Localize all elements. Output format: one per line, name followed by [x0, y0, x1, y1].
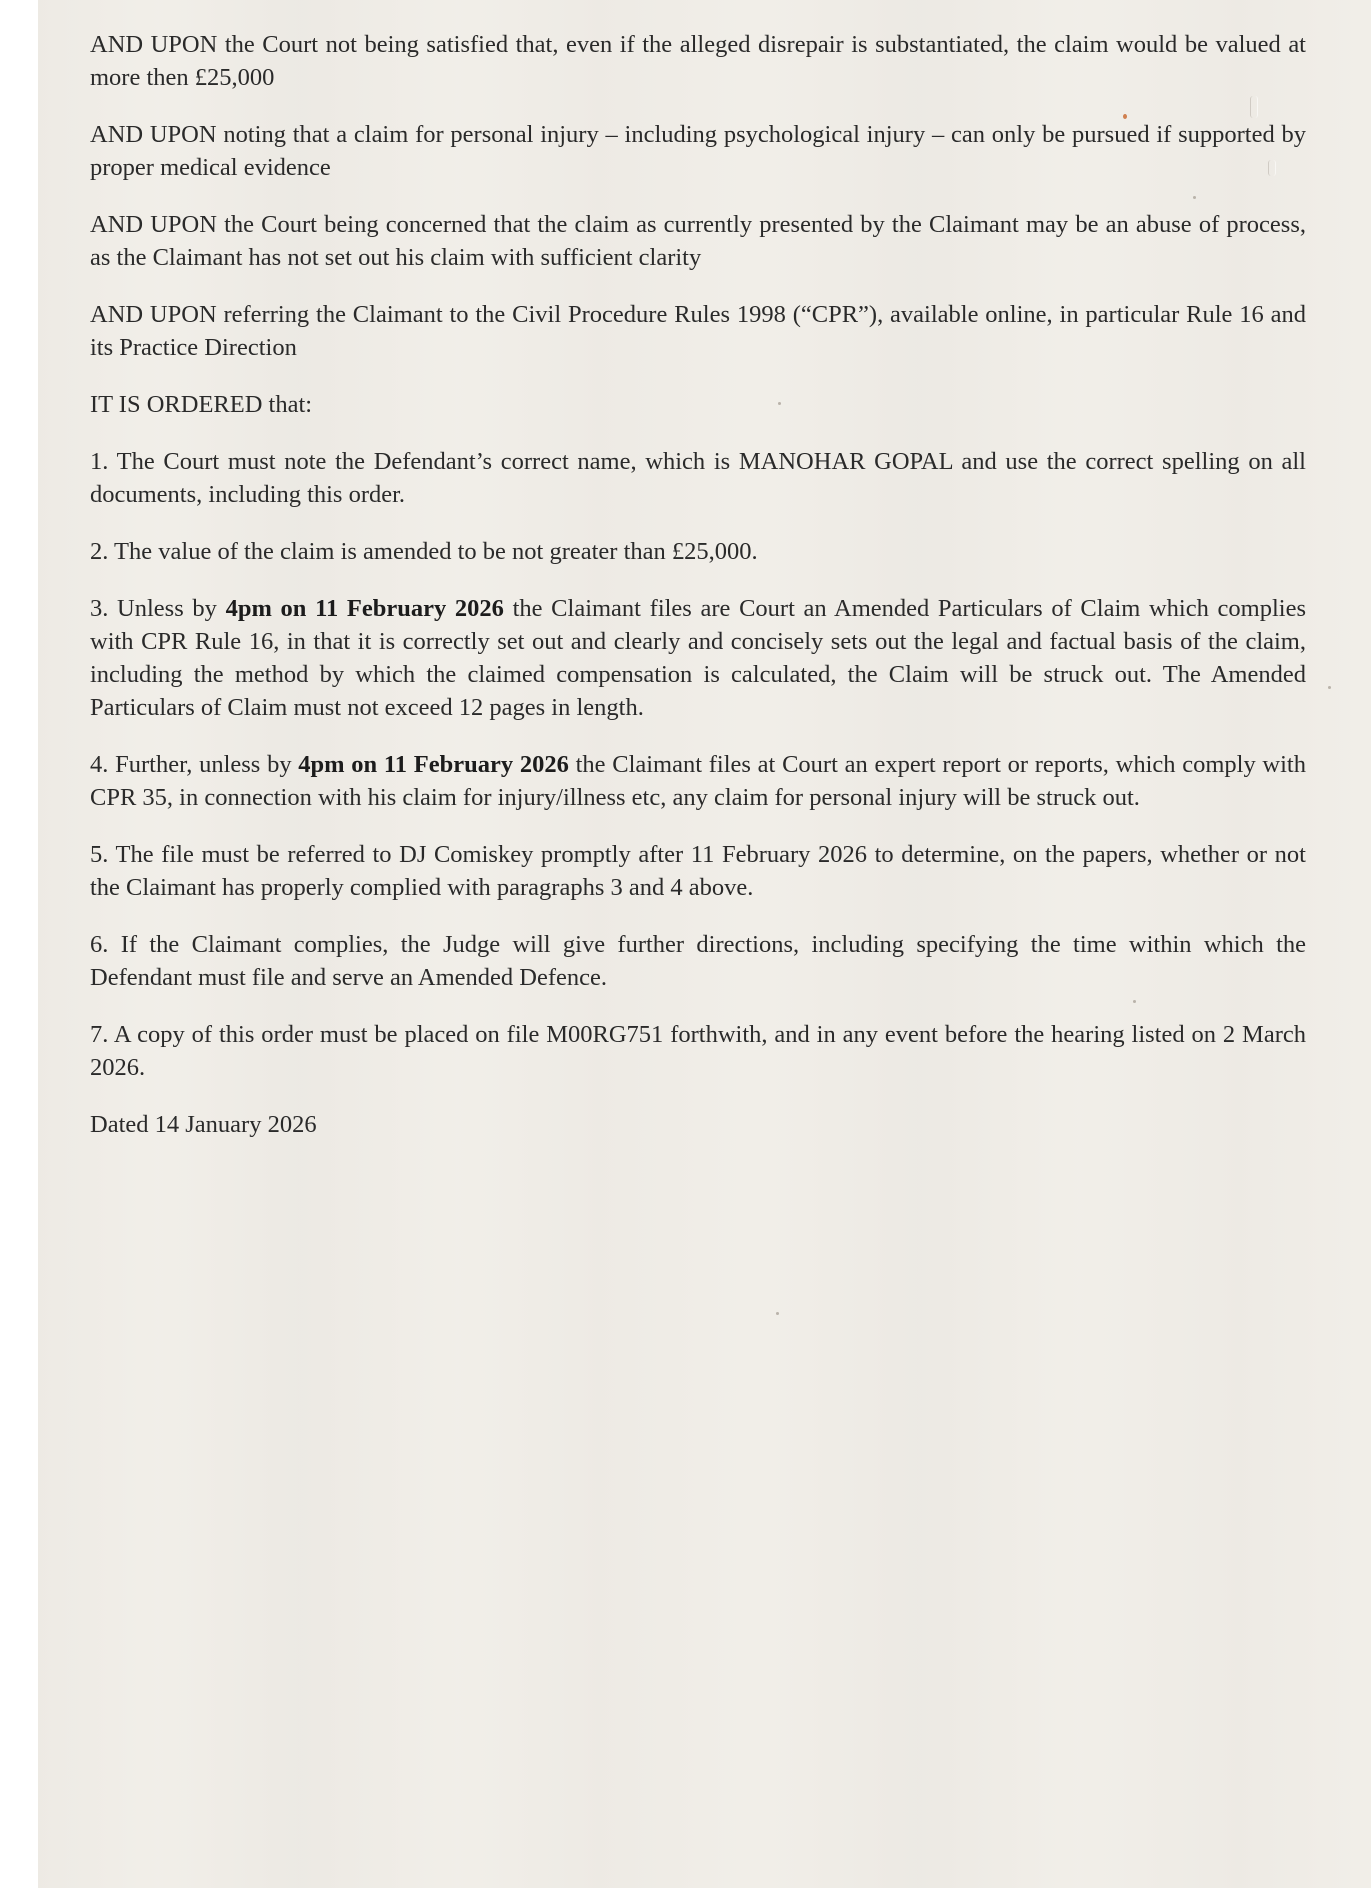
order-item-4-body: the Claimant files at Court an expert report or reports, which comply with CPR 35, in connection with his claim for injury/illness etc, any claim for personal injury will be struck out.	[90, 751, 1306, 811]
order-heading: IT IS ORDERED that:	[90, 391, 313, 418]
order-item-3-body: the Claimant files are Court an Amended Particulars of Claim which complies with CPR Rule 16, in that it is correctly set out and clearly and concisely sets out the legal and factual basis of the claim, including the method by which the claimed compensation is calculated, the Claim will be struck out. The Amended Particulars of Claim must not exceed 12 pages in length.	[90, 595, 1306, 721]
order-body	[90, 28, 1306, 1165]
dated-line: Dated 14 January 2026	[90, 1111, 317, 1138]
deadline-text: 4pm on 11 February 2026	[225, 595, 504, 622]
recital-paragraph: AND UPON the Court not being satisfied that, even if the alleged disrepair is substantiated, the claim would be valued at more then £25,000	[90, 31, 1306, 91]
scanned-page	[38, 0, 1371, 1888]
paper-speck	[776, 1312, 779, 1315]
order-item-3	[90, 592, 1306, 724]
recital-paragraph: AND UPON the Court being concerned that the claim as currently presented by the Claimant may be an abuse of process, as the Claimant has not set out his claim with sufficient clarity	[90, 211, 1306, 271]
order-item-4-prefix: 4. Further, unless by	[90, 751, 299, 778]
order-item-7: 7. A copy of this order must be placed on file M00RG751 forthwith, and in any event before the hearing listed on 2 March 2026.	[90, 1021, 1306, 1081]
paper-speck	[1328, 686, 1331, 689]
order-item-3-prefix: 3. Unless by	[90, 595, 226, 622]
order-item-1: 1. The Court must note the Defendant’s correct name, which is MANOHAR GOPAL and use the correct spelling on all documents, including this order.	[90, 448, 1306, 508]
order-item-4	[90, 748, 1306, 814]
recital-paragraph: AND UPON referring the Claimant to the Civil Procedure Rules 1998 (“CPR”), available online, in particular Rule 16 and its Practice Direction	[90, 301, 1306, 361]
order-item-2: 2. The value of the claim is amended to be not greater than £25,000.	[90, 538, 758, 565]
order-item-5: 5. The file must be referred to DJ Comiskey promptly after 11 February 2026 to determine, on the papers, whether or not the Claimant has properly complied with paragraphs 3 and 4 above.	[90, 841, 1306, 901]
deadline-text: 4pm on 11 February 2026	[298, 751, 569, 778]
recital-paragraph: AND UPON noting that a claim for personal injury – including psychological injury – can only be pursued if supported by proper medical evidence	[90, 121, 1306, 181]
order-item-6: 6. If the Claimant complies, the Judge will give further directions, including specifying the time within which the Defendant must file and serve an Amended Defence.	[90, 931, 1306, 991]
